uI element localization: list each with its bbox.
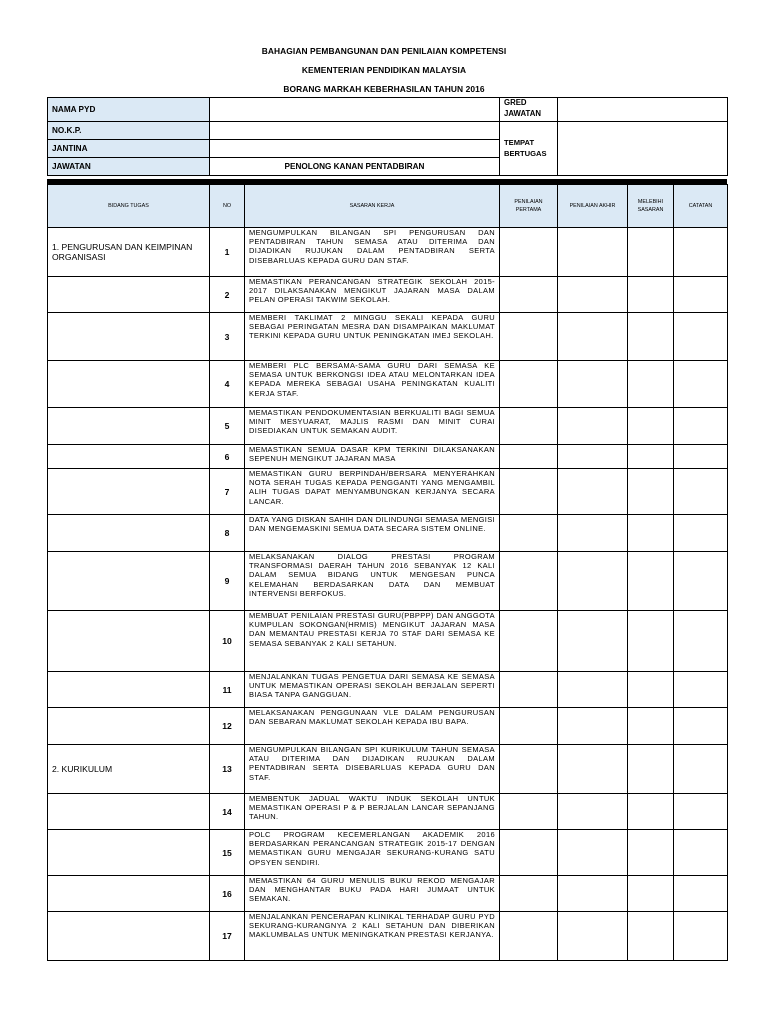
catatan-cell[interactable]: [674, 469, 728, 515]
bidang-tugas-cell: [48, 611, 210, 672]
heading-division: BAHAGIAN PEMBANGUNAN DAN PENILAIAN KOMPETENSI: [261, 46, 507, 56]
table-row: [48, 912, 728, 961]
nama-pyd-field[interactable]: [210, 98, 500, 122]
bidang-tugas-cell: 1. PENGURUSAN DAN KEIMPINAN ORGANISASI: [48, 228, 210, 277]
catatan-cell[interactable]: [674, 745, 728, 794]
sasaran-kerja-cell: POLC PROGRAM KECEMERLANGAN AKADEMIK 2016 BERDASARKAN PERANCANGAN STRATEGIK 2015-17 DENGAN MEMASTIKAN GURU MENGAJAR SEKURANG-KURANG SATU OPSYEN SENDIRI.: [245, 830, 500, 876]
row-number-cell: 8: [210, 515, 245, 552]
row-number-cell: 2: [210, 277, 245, 313]
nama-pyd-label: NAMA PYD: [48, 98, 210, 122]
catatan-cell[interactable]: [674, 228, 728, 277]
penilaian-pertama-cell[interactable]: [500, 672, 558, 708]
penilaian-pertama-cell[interactable]: [500, 830, 558, 876]
penilaian-pertama-cell[interactable]: [500, 912, 558, 961]
penilaian-pertama-cell[interactable]: [500, 611, 558, 672]
penilaian-akhir-cell[interactable]: [558, 228, 628, 277]
penilaian-akhir-cell[interactable]: [558, 445, 628, 469]
melebihi-sasaran-cell[interactable]: [628, 469, 674, 515]
bidang-tugas-cell: [48, 361, 210, 408]
penilaian-pertama-cell[interactable]: [500, 228, 558, 277]
col-header-no: NO: [210, 185, 245, 228]
sasaran-kerja-cell: MELAKSANAKAN DIALOG PRESTASI PROGRAM TRANSFORMASI DAERAH TAHUN 2016 SEBANYAK 12 KALI DALAM SEMUA BIDANG UNTUK MENGESAN PUNCA KELEMAHAN BERDASARKAN DATA DAN MEMBUAT INTERVENSI BERFOKUS.: [245, 552, 500, 611]
penilaian-pertama-cell[interactable]: [500, 361, 558, 408]
sasaran-kerja-cell: MEMASTIKAN PENDOKUMENTASIAN BERKUALITI BAGI SEMUA MINIT MESYUARAT, MAJLIS RASMI DAN MINIT CURAI DISEDIAKAN UNTUK SEMAKAN AUDIT.: [245, 408, 500, 445]
catatan-cell[interactable]: [674, 912, 728, 961]
jawatan-value: PENOLONG KANAN PENTADBIRAN: [210, 158, 500, 176]
assessment-table: [47, 184, 728, 961]
info-table: [47, 97, 728, 176]
melebihi-sasaran-cell[interactable]: [628, 672, 674, 708]
melebihi-sasaran-cell[interactable]: [628, 745, 674, 794]
penilaian-akhir-cell[interactable]: [558, 745, 628, 794]
penilaian-akhir-cell[interactable]: [558, 469, 628, 515]
melebihi-sasaran-cell[interactable]: [628, 912, 674, 961]
melebihi-sasaran-cell[interactable]: [628, 361, 674, 408]
bidang-tugas-cell: [48, 794, 210, 830]
row-number-cell: 9: [210, 552, 245, 611]
table-row: [48, 277, 728, 313]
col-header-penilaian-akhir: PENILAIAN AKHIR: [558, 185, 628, 228]
melebihi-sasaran-cell[interactable]: [628, 552, 674, 611]
melebihi-sasaran-cell[interactable]: [628, 708, 674, 745]
penilaian-pertama-cell[interactable]: [500, 745, 558, 794]
row-number-cell: 11: [210, 672, 245, 708]
penilaian-pertama-cell[interactable]: [500, 277, 558, 313]
row-number-cell: 13: [210, 745, 245, 794]
jawatan-label: JAWATAN: [48, 158, 210, 176]
bidang-tugas-cell: [48, 912, 210, 961]
catatan-cell[interactable]: [674, 277, 728, 313]
penilaian-akhir-cell[interactable]: [558, 672, 628, 708]
table-row: [48, 830, 728, 876]
nokp-label: NO.K.P.: [48, 122, 210, 140]
row-number-cell: 5: [210, 408, 245, 445]
catatan-cell[interactable]: [674, 313, 728, 361]
penilaian-pertama-cell[interactable]: [500, 552, 558, 611]
melebihi-sasaran-cell[interactable]: [628, 611, 674, 672]
penilaian-akhir-cell[interactable]: [558, 611, 628, 672]
row-number-cell: 12: [210, 708, 245, 745]
bidang-tugas-cell: [48, 515, 210, 552]
penilaian-akhir-cell[interactable]: [558, 830, 628, 876]
row-number-cell: 14: [210, 794, 245, 830]
sasaran-kerja-cell: MEMBUAT PENILAIAN PRESTASI GURU(PBPPP) DAN ANGGOTA KUMPULAN SOKONGAN(HRMIS) MENGIKUT JAJARAN MASA DAN MEMANTAU PRESTASI KERJA 70 STAF DARI SEMASA KE SEMASA SEBANYAK 2 KALI SETAHUN.: [245, 611, 500, 672]
penilaian-pertama-cell[interactable]: [500, 469, 558, 515]
row-number-cell: 7: [210, 469, 245, 515]
row-number-cell: 17: [210, 912, 245, 961]
table-row: [48, 228, 728, 277]
tempat-bertugas-field[interactable]: [558, 122, 728, 176]
bidang-tugas-cell: [48, 672, 210, 708]
penilaian-akhir-cell[interactable]: [558, 794, 628, 830]
jantina-field[interactable]: [210, 140, 500, 158]
melebihi-sasaran-cell[interactable]: [628, 228, 674, 277]
penilaian-akhir-cell[interactable]: [558, 313, 628, 361]
row-number-cell: 16: [210, 876, 245, 912]
table-row: [48, 408, 728, 445]
catatan-cell[interactable]: [674, 672, 728, 708]
melebihi-sasaran-cell[interactable]: [628, 876, 674, 912]
bidang-tugas-cell: [48, 277, 210, 313]
row-number-cell: 6: [210, 445, 245, 469]
catatan-cell[interactable]: [674, 552, 728, 611]
penilaian-pertama-cell[interactable]: [500, 708, 558, 745]
bidang-tugas-cell: [48, 708, 210, 745]
penilaian-akhir-cell[interactable]: [558, 552, 628, 611]
col-header-bidang: BIDANG TUGAS: [48, 185, 210, 228]
gred-jawatan-label: GRED JAWATAN: [500, 98, 558, 122]
catatan-cell[interactable]: [674, 361, 728, 408]
catatan-cell[interactable]: [674, 445, 728, 469]
penilaian-pertama-cell[interactable]: [500, 445, 558, 469]
sasaran-kerja-cell: MEMBERI PLC BERSAMA-SAMA GURU DARI SEMASA KE SEMASA UNTUK BERKONGSI IDEA ATAU MELONTARKAN IDEA KEPADA MEREKA SEBAGAI USAHA PENINGKATAN KUALITI KERJA STAF.: [245, 361, 500, 408]
penilaian-pertama-cell[interactable]: [500, 876, 558, 912]
penilaian-akhir-cell[interactable]: [558, 515, 628, 552]
catatan-cell[interactable]: [674, 830, 728, 876]
melebihi-sasaran-cell[interactable]: [628, 515, 674, 552]
melebihi-sasaran-cell[interactable]: [628, 794, 674, 830]
melebihi-sasaran-cell[interactable]: [628, 830, 674, 876]
penilaian-pertama-cell[interactable]: [500, 313, 558, 361]
catatan-cell[interactable]: [674, 408, 728, 445]
table-row: [48, 469, 728, 515]
penilaian-akhir-cell[interactable]: [558, 361, 628, 408]
catatan-cell[interactable]: [674, 708, 728, 745]
penilaian-akhir-cell[interactable]: [558, 876, 628, 912]
table-row: [48, 445, 728, 469]
sasaran-kerja-cell: MEMBERI TAKLIMAT 2 MINGGU SEKALI KEPADA GURU SEBAGAI PERINGATAN MESRA DAN DISAMPAIKAN MAKLUMAT TERKINI KEPADA GURU UNTUK PENINGKATAN IMEJ SEKOLAH.: [245, 313, 500, 361]
table-row: [48, 745, 728, 794]
table-row: [48, 876, 728, 912]
sasaran-kerja-cell: MENJALANKAN PENCERAPAN KLINIKAL TERHADAP GURU PYD SEKURANG-KURANGNYA 2 KALI SETAHUN DAN DIBERIKAN MAKLUMBALAS UNTUK MENINGKATKAN PRESTASI KERJANYA.: [245, 912, 500, 961]
nokp-field[interactable]: [210, 122, 500, 140]
catatan-cell[interactable]: [674, 794, 728, 830]
penilaian-pertama-cell[interactable]: [500, 515, 558, 552]
row-number-cell: 10: [210, 611, 245, 672]
table-header: [48, 185, 728, 228]
catatan-cell[interactable]: [674, 876, 728, 912]
bidang-tugas-cell: [48, 445, 210, 469]
melebihi-sasaran-cell[interactable]: [628, 445, 674, 469]
sasaran-kerja-cell: DATA YANG DISKAN SAHIH DAN DILINDUNGI SEMASA MENGISI DAN MENGEMASKINI SEMUA DATA SECARA SISTEM ONLINE.: [245, 515, 500, 552]
table-row: [48, 672, 728, 708]
table-row: [48, 361, 728, 408]
heading-form-title: BORANG MARKAH KEBERHASILAN TAHUN 2016: [283, 84, 485, 94]
bidang-tugas-cell: 2. KURIKULUM: [48, 745, 210, 794]
melebihi-sasaran-cell[interactable]: [628, 313, 674, 361]
sasaran-kerja-cell: MEMASTIKAN GURU BERPINDAH/BERSARA MENYERAHKAN NOTA SERAH TUGAS KEPADA PENGGANTI YANG MENGAMBIL ALIH TUGAS DAPAT MENYAMBUNGKAN KERJANYA SECARA LANCAR.: [245, 469, 500, 515]
bidang-tugas-cell: [48, 469, 210, 515]
sasaran-kerja-cell: MENJALANKAN TUGAS PENGETUA DARI SEMASA KE SEMASA UNTUK MEMASTIKAN OPERASI SEKOLAH BERJALAN SEPERTI BIASA TANPA GANGGUAN.: [245, 672, 500, 708]
table-row: [48, 313, 728, 361]
penilaian-akhir-cell[interactable]: [558, 277, 628, 313]
sasaran-kerja-cell: MEMASTIKAN 64 GURU MENULIS BUKU REKOD MENGAJAR DAN MENGHANTAR BUKU PADA HARI JUMAAT UNTUK SEMAKAN.: [245, 876, 500, 912]
row-number-cell: 1: [210, 228, 245, 277]
catatan-cell[interactable]: [674, 515, 728, 552]
melebihi-sasaran-cell[interactable]: [628, 408, 674, 445]
sasaran-kerja-cell: MENGUMPULKAN BILANGAN SPI PENGURUSAN DAN PENTADBIRAN TAHUN SEMASA ATAU DITERIMA DAN DIJADIKAN RUJUKAN DALAM PENTADBIRAN SERTA DISEBARLUAS KEPADA GURU DAN STAF.: [245, 228, 500, 277]
sasaran-kerja-cell: MEMASTIKAN SEMUA DASAR KPM TERKINI DILAKSANAKAN SEPENUH MENGIKUT JAJARAN MASA: [245, 445, 500, 469]
jantina-label: JANTINA: [48, 140, 210, 158]
col-header-penilaian-pertama: PENILAIAN PERTAMA: [500, 185, 558, 228]
row-number-cell: 3: [210, 313, 245, 361]
row-number-cell: 15: [210, 830, 245, 876]
sasaran-kerja-cell: MELAKSANAKAN PENGGUNAAN VLE DALAM PENGURUSAN DAN SEBARAN MAKLUMAT SEKOLAH KEPADA IBU BAPA.: [245, 708, 500, 745]
gred-jawatan-field[interactable]: [558, 98, 728, 122]
table-row: [48, 611, 728, 672]
tempat-bertugas-label: TEMPAT BERTUGAS: [500, 122, 558, 176]
penilaian-akhir-cell[interactable]: [558, 708, 628, 745]
table-row: [48, 794, 728, 830]
bidang-tugas-cell: [48, 876, 210, 912]
melebihi-sasaran-cell[interactable]: [628, 277, 674, 313]
penilaian-pertama-cell[interactable]: [500, 794, 558, 830]
table-row: [48, 552, 728, 611]
row-number-cell: 4: [210, 361, 245, 408]
sasaran-kerja-cell: MEMASTIKAN PERANCANGAN STRATEGIK SEKOLAH 2015-2017 DILAKSANAKAN MENGIKUT JAJARAN MASA DALAM PELAN OPERASI TAKWIM SEKOLAH.: [245, 277, 500, 313]
catatan-cell[interactable]: [674, 611, 728, 672]
sasaran-kerja-cell: MEMBENTUK JADUAL WAKTU INDUK SEKOLAH UNTUK MEMASTIKAN OPERASI P & P BERJALAN LANCAR SEPANJANG TAHUN.: [245, 794, 500, 830]
bidang-tugas-cell: [48, 313, 210, 361]
table-row: [48, 515, 728, 552]
table-row: [48, 708, 728, 745]
col-header-melebihi: MELEBIHI SASARAN: [628, 185, 674, 228]
col-header-sasaran: SASARAN KERJA: [245, 185, 500, 228]
bidang-tugas-cell: [48, 552, 210, 611]
penilaian-pertama-cell[interactable]: [500, 408, 558, 445]
sasaran-kerja-cell: MENGUMPULKAN BILANGAN SPI KURIKULUM TAHUN SEMASA ATAU DITERIMA DAN DIJADIKAN RUJUKAN DALAM PENTADBIRAN SERTA DISEBARLUAS KEPADA GURU DAN STAF.: [245, 745, 500, 794]
penilaian-akhir-cell[interactable]: [558, 912, 628, 961]
heading-ministry: KEMENTERIAN PENDIDIKAN MALAYSIA: [301, 65, 467, 75]
bidang-tugas-cell: [48, 408, 210, 445]
bidang-tugas-cell: [48, 830, 210, 876]
penilaian-akhir-cell[interactable]: [558, 408, 628, 445]
col-header-catatan: CATATAN: [674, 185, 728, 228]
